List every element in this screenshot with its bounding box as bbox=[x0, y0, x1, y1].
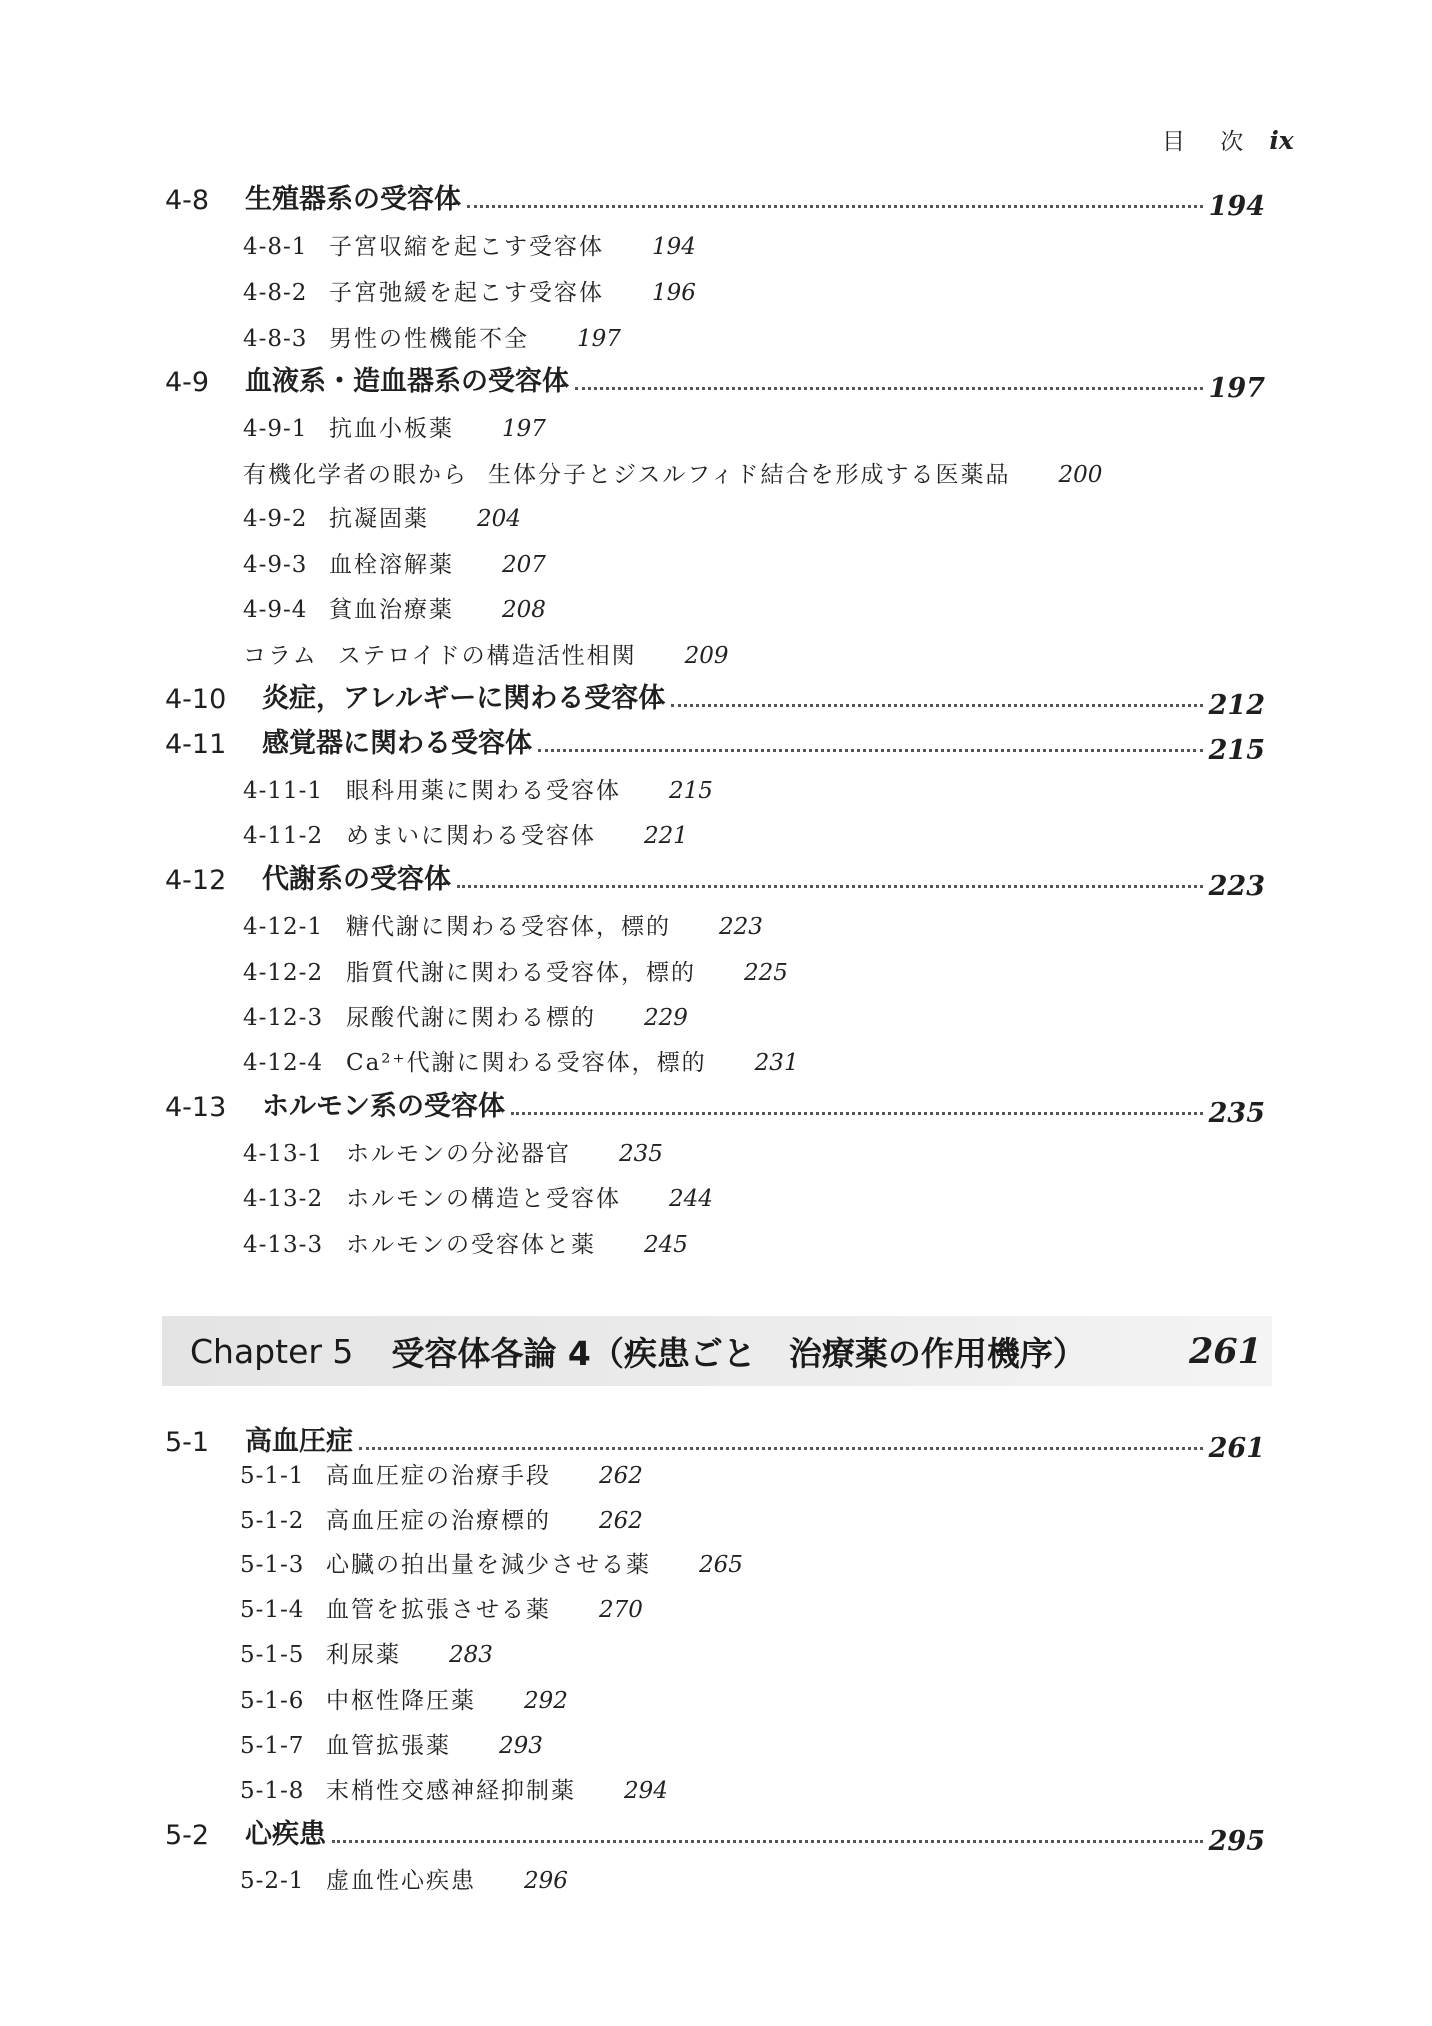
section-number: 5-1 bbox=[165, 1427, 210, 1458]
toc-feature[interactable] bbox=[243, 637, 729, 670]
toc-subsection[interactable] bbox=[240, 1502, 643, 1535]
subsection-page: 194 bbox=[652, 234, 696, 260]
running-head-page: ix bbox=[1269, 126, 1294, 155]
subsection-page: 265 bbox=[699, 1552, 743, 1578]
toc-subsection[interactable] bbox=[243, 908, 763, 941]
subsection-page: 223 bbox=[719, 914, 763, 940]
subsection-number: 4-12-2 bbox=[243, 960, 324, 986]
toc-section[interactable] bbox=[165, 358, 1265, 404]
subsection-title: 血管拡張薬 bbox=[326, 1733, 451, 1759]
section-title: 生殖器系の受容体 bbox=[245, 184, 461, 215]
toc-subsection[interactable] bbox=[243, 772, 713, 805]
toc-section[interactable] bbox=[165, 176, 1265, 222]
subsection-title: 子宮収縮を起こす受容体 bbox=[329, 234, 604, 260]
subsection-number: 4-8-1 bbox=[243, 234, 308, 260]
subsection-title: 貧血治療薬 bbox=[329, 597, 454, 623]
section-title: 感覚器に関わる受容体 bbox=[262, 728, 532, 759]
subsection-page: 296 bbox=[524, 1868, 568, 1894]
toc-subsection[interactable] bbox=[243, 1180, 713, 1213]
subsection-title: 糖代謝に関わる受容体，標的 bbox=[346, 914, 671, 940]
section-title: 代謝系の受容体 bbox=[262, 864, 451, 895]
toc-subsection[interactable] bbox=[243, 1044, 799, 1077]
section-number: 4-9 bbox=[165, 367, 210, 398]
subsection-number: 4-9-2 bbox=[243, 506, 308, 532]
subsection-title: ホルモンの構造と受容体 bbox=[346, 1186, 621, 1212]
subsection-title: 男性の性機能不全 bbox=[329, 326, 529, 352]
section-number: 5-2 bbox=[165, 1820, 210, 1851]
feature-heading: コラム bbox=[243, 643, 318, 669]
subsection-title: 高血圧症の治療標的 bbox=[326, 1508, 551, 1534]
running-head-label: 目 次 bbox=[1162, 129, 1258, 155]
subsection-page: 221 bbox=[644, 823, 688, 849]
toc-subsection[interactable] bbox=[243, 410, 546, 443]
subsection-title: ホルモンの受容体と薬 bbox=[346, 1232, 596, 1258]
toc-subsection[interactable] bbox=[243, 1135, 663, 1168]
section-number: 4-12 bbox=[165, 865, 227, 896]
subsection-title: 血栓溶解薬 bbox=[329, 552, 454, 578]
section-page: 295 bbox=[1208, 1826, 1265, 1857]
subsection-title: めまいに関わる受容体 bbox=[346, 823, 596, 849]
leader-dots bbox=[359, 1447, 1203, 1450]
subsection-page: 207 bbox=[502, 552, 546, 578]
subsection-page: 235 bbox=[619, 1141, 663, 1167]
subsection-number: 4-9-3 bbox=[243, 552, 308, 578]
subsection-number: 5-1-4 bbox=[240, 1597, 305, 1623]
chapter-label: Chapter 5 bbox=[190, 1331, 354, 1371]
toc-subsection[interactable] bbox=[243, 546, 546, 579]
toc-subsection[interactable] bbox=[243, 320, 621, 353]
leader-dots bbox=[467, 205, 1203, 208]
section-title: ホルモン系の受容体 bbox=[262, 1091, 505, 1122]
subsection-number: 5-1-7 bbox=[240, 1733, 305, 1759]
toc-section[interactable] bbox=[165, 675, 1265, 721]
toc-subsection[interactable] bbox=[240, 1727, 543, 1760]
section-page: 212 bbox=[1208, 690, 1265, 721]
leader-dots bbox=[575, 387, 1203, 390]
subsection-number: 4-9-1 bbox=[243, 416, 308, 442]
subsection-number: 5-1-8 bbox=[240, 1778, 305, 1804]
subsection-page: 229 bbox=[644, 1005, 688, 1031]
subsection-page: 293 bbox=[499, 1733, 543, 1759]
section-page: 261 bbox=[1208, 1433, 1265, 1464]
subsection-number: 5-1-1 bbox=[240, 1463, 305, 1489]
toc-subsection[interactable] bbox=[240, 1457, 643, 1490]
toc-section[interactable] bbox=[165, 720, 1265, 766]
toc-subsection[interactable] bbox=[243, 817, 688, 850]
subsection-title: 尿酸代謝に関わる標的 bbox=[346, 1005, 596, 1031]
subsection-title: 中枢性降圧薬 bbox=[326, 1688, 476, 1714]
subsection-number: 4-11-2 bbox=[243, 823, 324, 849]
feature-page: 209 bbox=[684, 643, 729, 669]
subsection-page: 245 bbox=[644, 1232, 688, 1258]
section-number: 4-13 bbox=[165, 1092, 227, 1123]
toc-section[interactable] bbox=[165, 1811, 1265, 1857]
subsection-page: 292 bbox=[524, 1688, 568, 1714]
chapter-page: 261 bbox=[1188, 1330, 1262, 1372]
toc-subsection[interactable] bbox=[240, 1682, 568, 1715]
toc-subsection[interactable] bbox=[240, 1862, 568, 1895]
subsection-number: 5-1-5 bbox=[240, 1642, 305, 1668]
toc-subsection[interactable] bbox=[243, 999, 688, 1032]
toc-subsection[interactable] bbox=[240, 1591, 643, 1624]
subsection-title: Ca²⁺代謝に関わる受容体，標的 bbox=[346, 1050, 707, 1076]
section-page: 235 bbox=[1208, 1098, 1265, 1129]
subsection-number: 4-13-2 bbox=[243, 1186, 324, 1212]
toc-subsection[interactable] bbox=[243, 228, 696, 261]
subsection-title: 末梢性交感神経抑制薬 bbox=[326, 1778, 576, 1804]
section-number: 4-10 bbox=[165, 684, 227, 715]
subsection-page: 196 bbox=[652, 280, 696, 306]
toc-subsection[interactable] bbox=[243, 500, 521, 533]
subsection-title: 心臓の拍出量を減少させる薬 bbox=[326, 1552, 651, 1578]
subsection-title: 子宮弛緩を起こす受容体 bbox=[329, 280, 604, 306]
subsection-title: 眼科用薬に関わる受容体 bbox=[346, 778, 621, 804]
section-number: 4-11 bbox=[165, 729, 227, 760]
toc-section[interactable] bbox=[165, 1418, 1265, 1464]
toc-section[interactable] bbox=[165, 1083, 1265, 1129]
chapter-title: 受容体各論 4（疾患ごと 治療薬の作用機序） bbox=[391, 1333, 1086, 1373]
feature-heading: 有機化学者の眼から bbox=[243, 462, 468, 488]
toc-feature[interactable] bbox=[243, 456, 1102, 489]
leader-dots bbox=[332, 1840, 1203, 1843]
subsection-number: 4-12-3 bbox=[243, 1005, 324, 1031]
subsection-page: 270 bbox=[599, 1597, 643, 1623]
subsection-number: 4-13-1 bbox=[243, 1141, 324, 1167]
toc-subsection[interactable] bbox=[243, 954, 788, 987]
subsection-page: 244 bbox=[669, 1186, 713, 1212]
section-number: 4-8 bbox=[165, 185, 210, 216]
toc-subsection[interactable] bbox=[240, 1546, 743, 1579]
section-page: 194 bbox=[1208, 191, 1265, 222]
subsection-page: 294 bbox=[624, 1778, 668, 1804]
subsection-title: 抗凝固薬 bbox=[329, 506, 429, 532]
subsection-title: 血管を拡張させる薬 bbox=[326, 1597, 551, 1623]
toc-subsection[interactable] bbox=[243, 591, 546, 624]
section-title: 炎症，アレルギーに関わる受容体 bbox=[262, 683, 666, 714]
subsection-title: 利尿薬 bbox=[326, 1642, 401, 1668]
section-title: 心疾患 bbox=[245, 1819, 326, 1850]
toc-subsection[interactable] bbox=[243, 274, 696, 307]
toc-subsection[interactable] bbox=[240, 1772, 668, 1805]
chapter-heading[interactable] bbox=[162, 1316, 1272, 1386]
subsection-page: 208 bbox=[502, 597, 546, 623]
section-title: 血液系・造血器系の受容体 bbox=[245, 366, 569, 397]
leader-dots bbox=[538, 749, 1203, 752]
section-page: 215 bbox=[1208, 735, 1265, 766]
subsection-number: 4-11-1 bbox=[243, 778, 324, 804]
subsection-page: 197 bbox=[502, 416, 546, 442]
leader-dots bbox=[457, 885, 1203, 888]
subsection-title: ホルモンの分泌器官 bbox=[346, 1141, 571, 1167]
subsection-number: 4-8-3 bbox=[243, 326, 308, 352]
subsection-page: 225 bbox=[744, 960, 788, 986]
subsection-title: 脂質代謝に関わる受容体，標的 bbox=[346, 960, 696, 986]
section-title: 高血圧症 bbox=[245, 1426, 353, 1457]
toc-section[interactable] bbox=[165, 856, 1265, 902]
subsection-page: 215 bbox=[669, 778, 713, 804]
subsection-title: 抗血小板薬 bbox=[329, 416, 454, 442]
leader-dots bbox=[511, 1112, 1203, 1115]
section-page: 223 bbox=[1208, 871, 1265, 902]
subsection-title: 高血圧症の治療手段 bbox=[326, 1463, 551, 1489]
subsection-page: 197 bbox=[577, 326, 621, 352]
subsection-page: 262 bbox=[599, 1508, 643, 1534]
subsection-number: 4-9-4 bbox=[243, 597, 308, 623]
subsection-number: 4-8-2 bbox=[243, 280, 308, 306]
subsection-page: 283 bbox=[449, 1642, 493, 1668]
subsection-number: 4-13-3 bbox=[243, 1232, 324, 1258]
subsection-page: 231 bbox=[754, 1050, 799, 1076]
feature-title: 生体分子とジスルフィド結合を形成する医薬品 bbox=[488, 462, 1011, 488]
subsection-number: 4-12-1 bbox=[243, 914, 324, 940]
subsection-number: 5-2-1 bbox=[240, 1868, 305, 1894]
subsection-number: 5-1-2 bbox=[240, 1508, 305, 1534]
section-page: 197 bbox=[1208, 373, 1265, 404]
subsection-page: 204 bbox=[477, 506, 521, 532]
feature-title: ステロイドの構造活性相関 bbox=[337, 643, 637, 669]
feature-page: 200 bbox=[1058, 462, 1103, 488]
toc-subsection[interactable] bbox=[243, 1226, 688, 1259]
leader-dots bbox=[671, 704, 1202, 707]
subsection-title: 虚血性心疾患 bbox=[326, 1868, 476, 1894]
subsection-number: 4-12-4 bbox=[243, 1050, 324, 1076]
subsection-number: 5-1-3 bbox=[240, 1552, 305, 1578]
toc-subsection[interactable] bbox=[240, 1636, 493, 1669]
subsection-number: 5-1-6 bbox=[240, 1688, 305, 1714]
subsection-page: 262 bbox=[599, 1463, 643, 1489]
